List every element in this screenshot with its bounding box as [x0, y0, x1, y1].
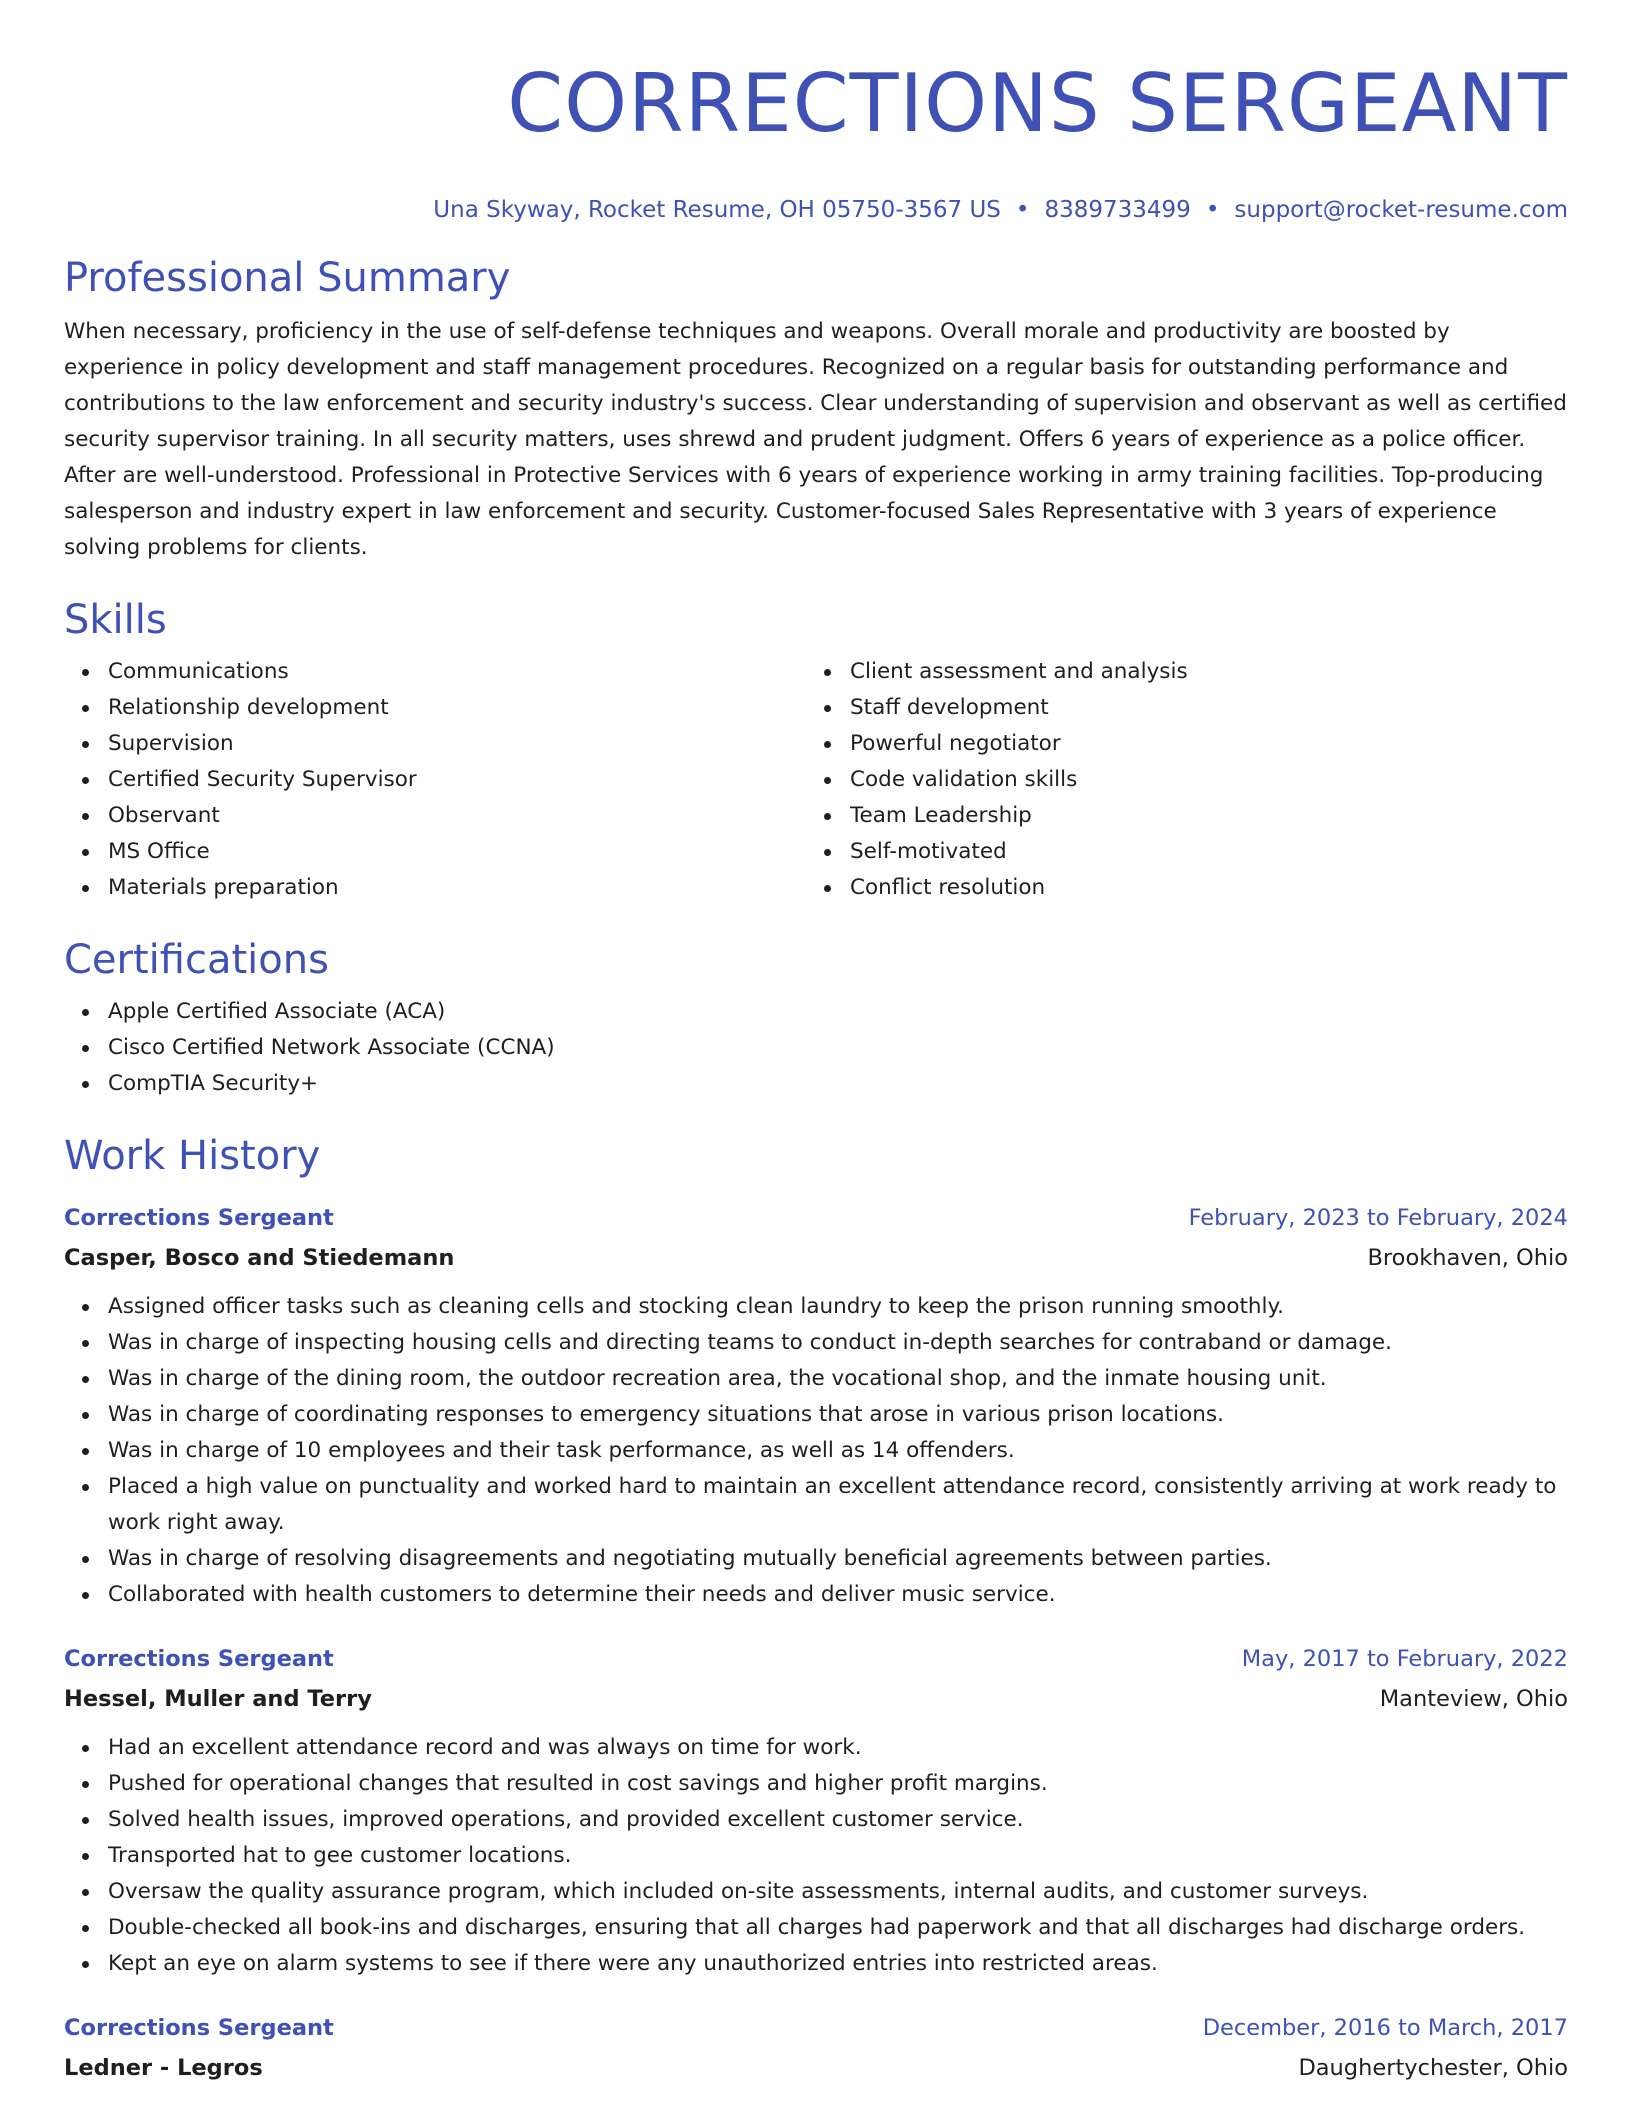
- skill-item: Observant: [108, 798, 806, 834]
- job-bullet: Assigned officer tasks such as cleaning cells and stocking clean laundry to keep the prison running smoothly.: [108, 1289, 1568, 1325]
- certification-item: CompTIA Security+: [108, 1066, 1568, 1102]
- job-bullet: Was in charge of the dining room, the outdoor recreation area, the vocational shop, and the inmate housing unit.: [108, 1361, 1568, 1397]
- job-bullet: Was in charge of 10 employees and their task performance, as well as 14 offenders.: [108, 1433, 1568, 1469]
- job-entry: [64, 2008, 1568, 2088]
- job-header-row: [64, 1198, 1568, 1238]
- job-location: Manteview, Ohio: [1379, 1686, 1568, 1712]
- certifications-section: [64, 934, 1568, 1102]
- skill-item: Communications: [108, 654, 806, 690]
- job-bullet: Kept an eye on alarm systems to see if there were any unauthorized entries into restricted areas.: [108, 1946, 1568, 1982]
- contact-line: [64, 194, 1568, 226]
- job-company: Ledner - Legros: [64, 2055, 263, 2081]
- skills-list-right: [806, 654, 1188, 906]
- contact-email: support@rocket-resume.com: [1234, 197, 1568, 223]
- job-company-row: [64, 1679, 1568, 1719]
- job-title: Corrections Sergeant: [64, 1646, 334, 1672]
- candidate-name: CORRECTIONS SERGEANT: [507, 57, 1568, 150]
- section-title-summary: Professional Summary: [64, 255, 511, 301]
- job-bullet: Transported hat to gee customer locations.: [108, 1838, 1568, 1874]
- skill-item: Relationship development: [108, 690, 806, 726]
- job-bullet: Collaborated with health customers to determine their needs and deliver music service.: [108, 1577, 1568, 1613]
- job-bullet: Oversaw the quality assurance program, which included on-site assessments, internal audits, and customer surveys.: [108, 1874, 1568, 1910]
- skill-item: MS Office: [108, 834, 806, 870]
- job-company: Casper, Bosco and Stiedemann: [64, 1245, 455, 1271]
- summary-section: [64, 252, 1568, 566]
- work-history-section: [64, 1130, 1568, 2088]
- job-bullet: Double-checked all book-ins and discharges, ensuring that all charges had paperwork and that all discharges had discharge orders.: [108, 1910, 1568, 1946]
- contact-separator: •: [1015, 197, 1030, 223]
- summary-text: When necessary, proficiency in the use of self-defense techniques and weapons. Overall morale and productivity are boosted by experience in policy development and staff management procedures. Recognized on a regular basis for outstanding performance and contributions to the law enforcement and security industry's success. Clear understanding of supervision and observant as well as certified security supervisor training. In all security matters, uses shrewd and prudent judgment. Offers 6 years of experience as a police officer. After are well-understood. Professional in Protective Services with 6 years of experience working in army training facilities. Top-producing salesperson and industry expert in law enforcement and security. Customer-focused Sales Representative with 3 years of experience solving problems for clients.: [64, 319, 1567, 560]
- job-company-row: [64, 1238, 1568, 1278]
- job-title: Corrections Sergeant: [64, 2015, 334, 2041]
- section-title-work-history: Work History: [64, 1133, 321, 1179]
- skills-columns: [64, 654, 1568, 906]
- job-bullets: [64, 1289, 1568, 1613]
- job-dates: February, 2023 to February, 2024: [1188, 1205, 1568, 1231]
- job-bullet: Was in charge of coordinating responses to emergency situations that arose in various prison locations.: [108, 1397, 1568, 1433]
- resume-header: [64, 0, 1568, 226]
- job-header-row: [64, 1639, 1568, 1679]
- section-title-certifications: Certifications: [64, 937, 329, 983]
- job-entry: [64, 1639, 1568, 1982]
- skill-item: Powerful negotiator: [850, 726, 1188, 762]
- skill-item: Self-motivated: [850, 834, 1188, 870]
- job-dates: May, 2017 to February, 2022: [1241, 1646, 1568, 1672]
- certifications-list: [64, 994, 1568, 1102]
- section-title-skills: Skills: [64, 597, 167, 643]
- job-header-row: [64, 2008, 1568, 2048]
- job-bullet: Pushed for operational changes that resulted in cost savings and higher profit margins.: [108, 1766, 1568, 1802]
- skill-item: Conflict resolution: [850, 870, 1188, 906]
- contact-separator: •: [1205, 197, 1220, 223]
- job-entry: [64, 1198, 1568, 1613]
- skill-item: Supervision: [108, 726, 806, 762]
- contact-phone: 8389733499: [1044, 197, 1191, 223]
- skill-item: Client assessment and analysis: [850, 654, 1188, 690]
- job-company: Hessel, Muller and Terry: [64, 1686, 372, 1712]
- job-location: Daughertychester, Ohio: [1298, 2055, 1568, 2081]
- skill-item: Team Leadership: [850, 798, 1188, 834]
- contact-address: Una Skyway, Rocket Resume, OH 05750-3567 US: [433, 197, 1001, 223]
- skill-item: Certified Security Supervisor: [108, 762, 806, 798]
- certification-item: Apple Certified Associate (ACA): [108, 994, 1568, 1030]
- job-bullet: Placed a high value on punctuality and worked hard to maintain an excellent attendance record, consistently arriving at work ready to work right away.: [108, 1469, 1568, 1541]
- job-bullet: Solved health issues, improved operations, and provided excellent customer service.: [108, 1802, 1568, 1838]
- skills-list-left: [64, 654, 806, 906]
- job-bullet: Had an excellent attendance record and was always on time for work.: [108, 1730, 1568, 1766]
- job-location: Brookhaven, Ohio: [1367, 1245, 1568, 1271]
- skill-item: Code validation skills: [850, 762, 1188, 798]
- job-title: Corrections Sergeant: [64, 1205, 334, 1231]
- certification-item: Cisco Certified Network Associate (CCNA): [108, 1030, 1568, 1066]
- job-dates: December, 2016 to March, 2017: [1202, 2015, 1568, 2041]
- job-bullets: [64, 1730, 1568, 1982]
- skill-item: Staff development: [850, 690, 1188, 726]
- job-company-row: [64, 2048, 1568, 2088]
- skills-section: [64, 594, 1568, 906]
- job-bullet: Was in charge of resolving disagreements and negotiating mutually beneficial agreements between parties.: [108, 1541, 1568, 1577]
- skill-item: Materials preparation: [108, 870, 806, 906]
- job-bullet: Was in charge of inspecting housing cells and directing teams to conduct in-depth searches for contraband or damage.: [108, 1325, 1568, 1361]
